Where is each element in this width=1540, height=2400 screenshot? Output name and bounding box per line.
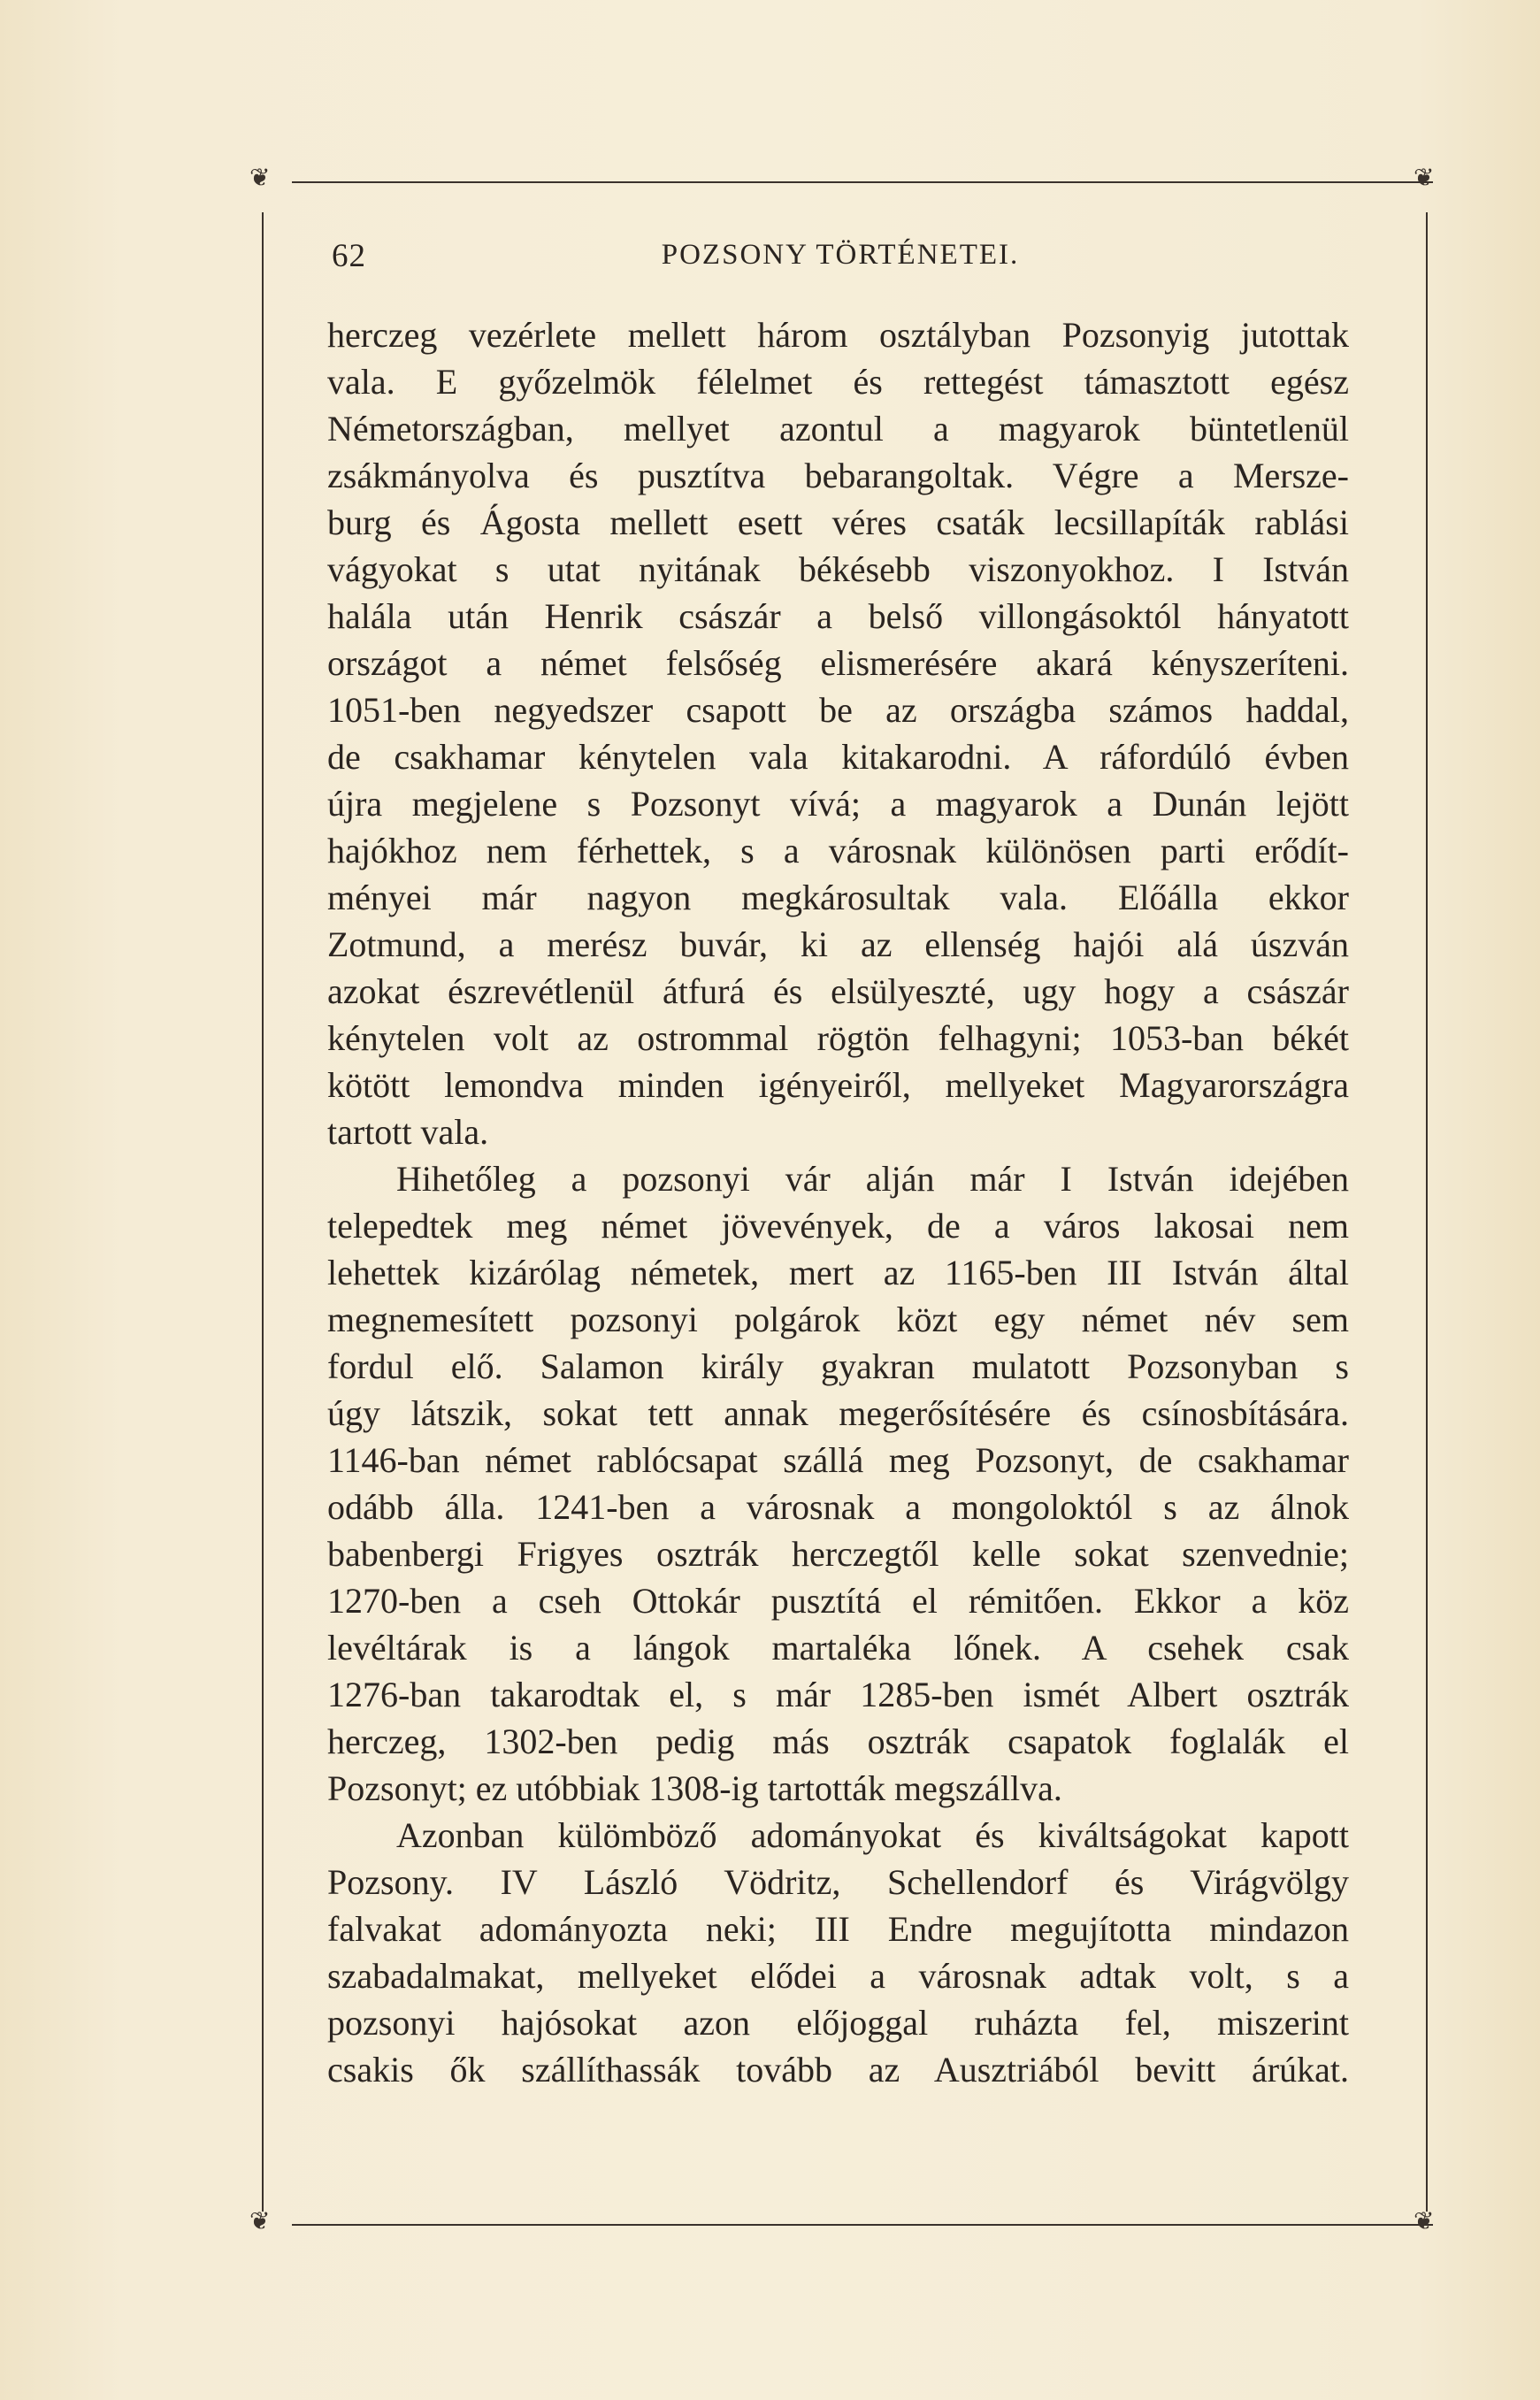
page-number: 62 — [332, 238, 366, 274]
top-rule — [292, 181, 1433, 183]
bottom-left-ornament-icon: ❦ — [249, 2208, 271, 2235]
text-line: 1146-ban német rablócsapat szállá meg Pozsonyt, de csakhamar — [327, 1440, 1349, 1480]
text-line: burg és Ágosta mellett esett véres csaták lecsillapíták rablási — [327, 502, 1349, 542]
text-line: kénytelen volt az ostrommal rögtön felhagyni; 1053-ban békét — [327, 1018, 1349, 1058]
bottom-rule — [292, 2224, 1433, 2226]
text-line: pozsonyi hajósokat azon előjoggal ruházta fel, miszerint — [327, 2003, 1349, 2043]
text-line: herczeg vezérlete mellett három osztályban Pozsonyig jutottak — [327, 315, 1349, 355]
text-line: 1051-ben negyedszer csapott be az országba számos haddal, — [327, 690, 1349, 730]
text-line: hajókhoz nem férhettek, s a városnak különösen parti erődít- — [327, 831, 1349, 870]
text-line: csakis ők szállíthassák tovább az Ausztriából bevitt árúkat. — [327, 2050, 1349, 2089]
text-line: levéltárak is a lángok martaléka lőnek. A csehek csak — [327, 1628, 1349, 1668]
text-line: halála után Henrik császár a belső villongásoktól hányatott — [327, 596, 1349, 636]
text-line: szabadalmakat, mellyeket elődei a városnak adtak volt, s a — [327, 1956, 1349, 1996]
text-line: Zotmund, a merész buvár, ki az ellenség hajói alá úszván — [327, 924, 1349, 964]
text-line: vala. E győzelmök félelmet és rettegést támasztott egész — [327, 362, 1349, 402]
running-title: POZSONY TÖRTÉNETEI. — [661, 239, 1020, 271]
text-line: Azonban külömböző adományokat és kiváltságokat kapott — [396, 1815, 1349, 1855]
text-line: odább álla. 1241-ben a városnak a mongoloktól s az álnok — [327, 1487, 1349, 1527]
text-line: herczeg, 1302-ben pedig más osztrák csapatok foglalák el — [327, 1721, 1349, 1761]
text-line: fordul elő. Salamon király gyakran mulatott Pozsonyban s — [327, 1346, 1349, 1386]
top-right-ornament-icon: ❦ — [1414, 165, 1435, 192]
text-line: ményei már nagyon megkárosultak vala. Előálla ekkor — [327, 878, 1349, 917]
text-line: országot a német felsőség elismerésére akará kényszeríteni. — [327, 643, 1349, 683]
text-line: úgy látszik, sokat tett annak megerősítésére és csínosbítására. — [327, 1393, 1349, 1433]
text-line: telepedtek meg német jövevények, de a város lakosai nem — [327, 1206, 1349, 1246]
text-line: zsákmányolva és pusztítva bebarangoltak. Végre a Mersze- — [327, 456, 1349, 495]
text-line: babenbergi Frigyes osztrák herczegtől kelle sokat szenvednie; — [327, 1534, 1349, 1574]
text-line: tartott vala. — [327, 1112, 489, 1152]
top-left-ornament-icon: ❦ — [249, 165, 271, 192]
right-rule — [1426, 212, 1428, 2212]
running-header — [327, 237, 1353, 290]
bottom-right-ornament-icon: ❦ — [1414, 2208, 1435, 2235]
text-line: de csakhamar kénytelen vala kitakarodni. A ráfordúló évben — [327, 737, 1349, 777]
body-text — [327, 311, 1349, 2093]
text-line: vágyokat s utat nyitának békésebb viszonyokhoz. I István — [327, 549, 1349, 589]
text-line: lehettek kizárólag németek, mert az 1165-ben III István által — [327, 1253, 1349, 1292]
text-line: Pozsonyt; ez utóbbiak 1308-ig tartották megszállva. — [327, 1768, 1062, 1808]
text-line: falvakat adományozta neki; III Endre megujította mindazon — [327, 1909, 1349, 1949]
left-rule — [262, 212, 264, 2212]
text-line: megnemesített pozsonyi polgárok közt egy német név sem — [327, 1300, 1349, 1339]
text-line: Hihetőleg a pozsonyi vár alján már I István idejében — [396, 1159, 1349, 1199]
text-line: Németországban, mellyet azontul a magyarok büntetlenül — [327, 409, 1349, 449]
text-line: kötött lemondva minden igényeiről, mellyeket Magyarországra — [327, 1065, 1349, 1105]
text-line: újra megjelene s Pozsonyt vívá; a magyarok a Dunán lejött — [327, 784, 1349, 824]
text-line: 1270-ben a cseh Ottokár pusztítá el rémitően. Ekkor a köz — [327, 1581, 1349, 1621]
text-line: 1276-ban takarodtak el, s már 1285-ben ismét Albert osztrák — [327, 1675, 1349, 1714]
text-line: Pozsony. IV László Vödritz, Schellendorf és Virágvölgy — [327, 1862, 1349, 1902]
text-line: azokat észrevétlenül átfurá és elsülyeszté, ugy hogy a császár — [327, 971, 1349, 1011]
